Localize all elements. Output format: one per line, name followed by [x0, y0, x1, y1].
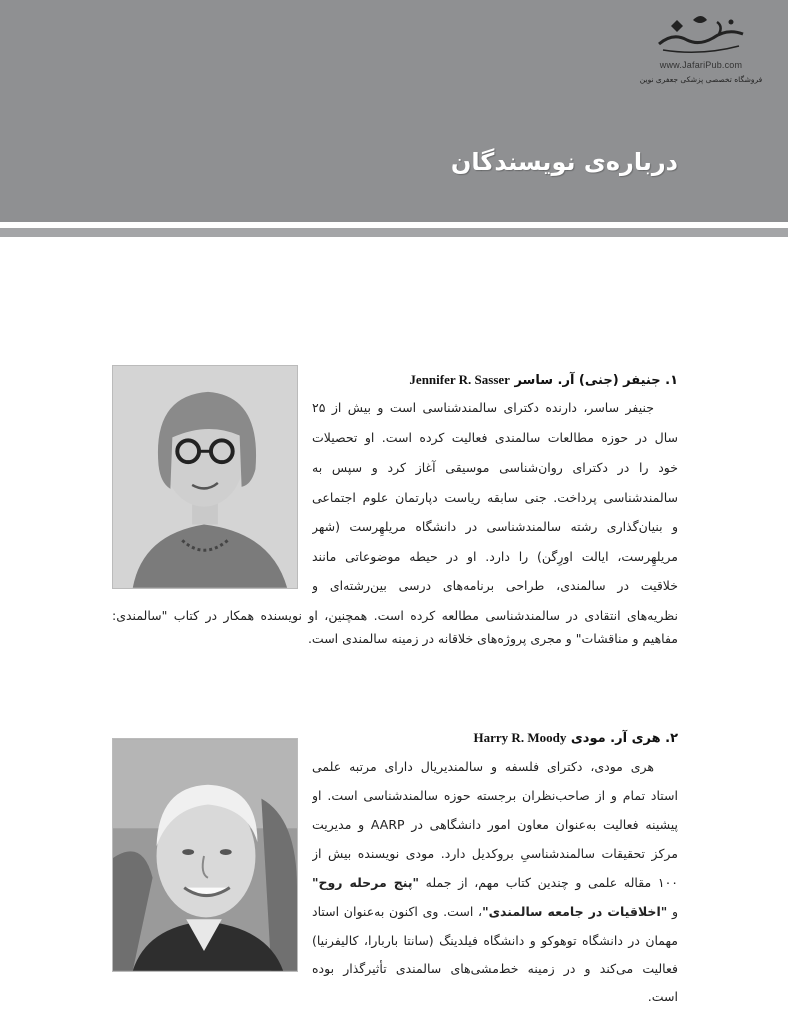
bio-line: استاد تمام و از صاحب‌نظران برجسته حوزه سالمندشناسی است. او	[312, 788, 678, 803]
author-heading-sasser	[409, 372, 678, 388]
author-name-latin: Harry R. Moody	[473, 730, 567, 745]
bio-line: فعالیت می‌کند و در زمینه خط‌مشی‌های سالمندی تأثیرگذار بوده	[312, 961, 678, 976]
publisher-logo-icon	[653, 10, 749, 58]
bio-line: مریلهِرست، ایالت اورِگن) را دارد. او در حیطه موضوعاتی مانند	[312, 549, 678, 564]
bold-book-title: "پنج مرحله روح"	[312, 875, 420, 890]
bio-line: جنیفر ساسر، دارنده دکترای سالمندشناسی است و بیش از ۲۵	[312, 400, 654, 415]
bio-line: و "اخلاقیات در جامعه سالمندی"، است. وی اکنون به‌عنوان استاد	[312, 904, 678, 919]
author-photo-moody	[112, 738, 298, 972]
header-banner	[0, 0, 788, 222]
header-divider	[0, 228, 788, 237]
bio-line: و بنیان‌گذاری رشته سالمندشناسی در دانشگاه مریلهِرست (شهر	[312, 519, 678, 534]
logo-caption: فروشگاه تخصصی پزشکی جعفری نوین	[639, 75, 763, 84]
bio-line: مفاهیم و مناقشات" و مجری پروژه‌های خلاقانه در زمینه سالمندی است.	[307, 631, 678, 646]
bio-line: ۱۰۰ مقاله علمی و چندین کتاب مهم، از جمله "پنج مرحله روح"	[312, 875, 678, 890]
author-name-fa: ۱. جنیفر (جنی) آر. ساسر	[514, 373, 678, 388]
bio-line: هری مودی، دکترای فلسفه و سالمندیریال دارای مرتبه علمی	[312, 759, 654, 774]
portrait-woman-icon	[113, 366, 297, 588]
bold-book-title: "اخلاقیات در جامعه سالمندی"	[482, 904, 668, 919]
bio-line: سال در حوزه مطالعات سالمندی فعالیت کرده است. او تحصیلات	[312, 430, 678, 445]
author-name-fa: ۲. هری آر. مودی	[570, 731, 678, 746]
page-title: درباره‌ی نویسندگان	[450, 148, 678, 176]
publisher-logo	[636, 10, 766, 95]
portrait-man-icon	[113, 739, 297, 971]
author-photo-sasser	[112, 365, 298, 589]
bio-line: خلاقیت در سالمندی، طراحی برنامه‌های درسی بین‌رشته‌ای و	[312, 578, 678, 593]
logo-url: www.JafariPub.com	[659, 60, 743, 70]
bio-line: سالمندشناسی پرداخت. جنی سابقه ریاست دپارتمان علوم اجتماعی	[312, 490, 678, 505]
bio-line: است.	[647, 989, 678, 1004]
bio-line: نظریه‌های انتقادی در سالمندشناسی مطالعه کرده است. همچنین، او نویسنده همکار در کتاب "سالمندی:	[112, 608, 678, 623]
bio-line: خود را در دکترای روان‌شناسی موسیقی آغاز کرد و سپس به	[312, 460, 678, 475]
bio-line: مهمان در دانشگاه توهوکو و دانشگاه فیلدینگ (سانتا باربارا، کالیفرنیا)	[312, 933, 678, 948]
author-name-latin: Jennifer R. Sasser	[409, 372, 510, 387]
bio-line: پیشینه فعالیت به‌عنوان معاون امور دانشگاهی در AARP و مدیریت	[312, 817, 678, 832]
bio-line: مرکز تحقیقات سالمندشناسیِ بروکدیل دارد. مودی نویسنده بیش از	[312, 846, 678, 861]
author-heading-moody	[474, 730, 678, 746]
